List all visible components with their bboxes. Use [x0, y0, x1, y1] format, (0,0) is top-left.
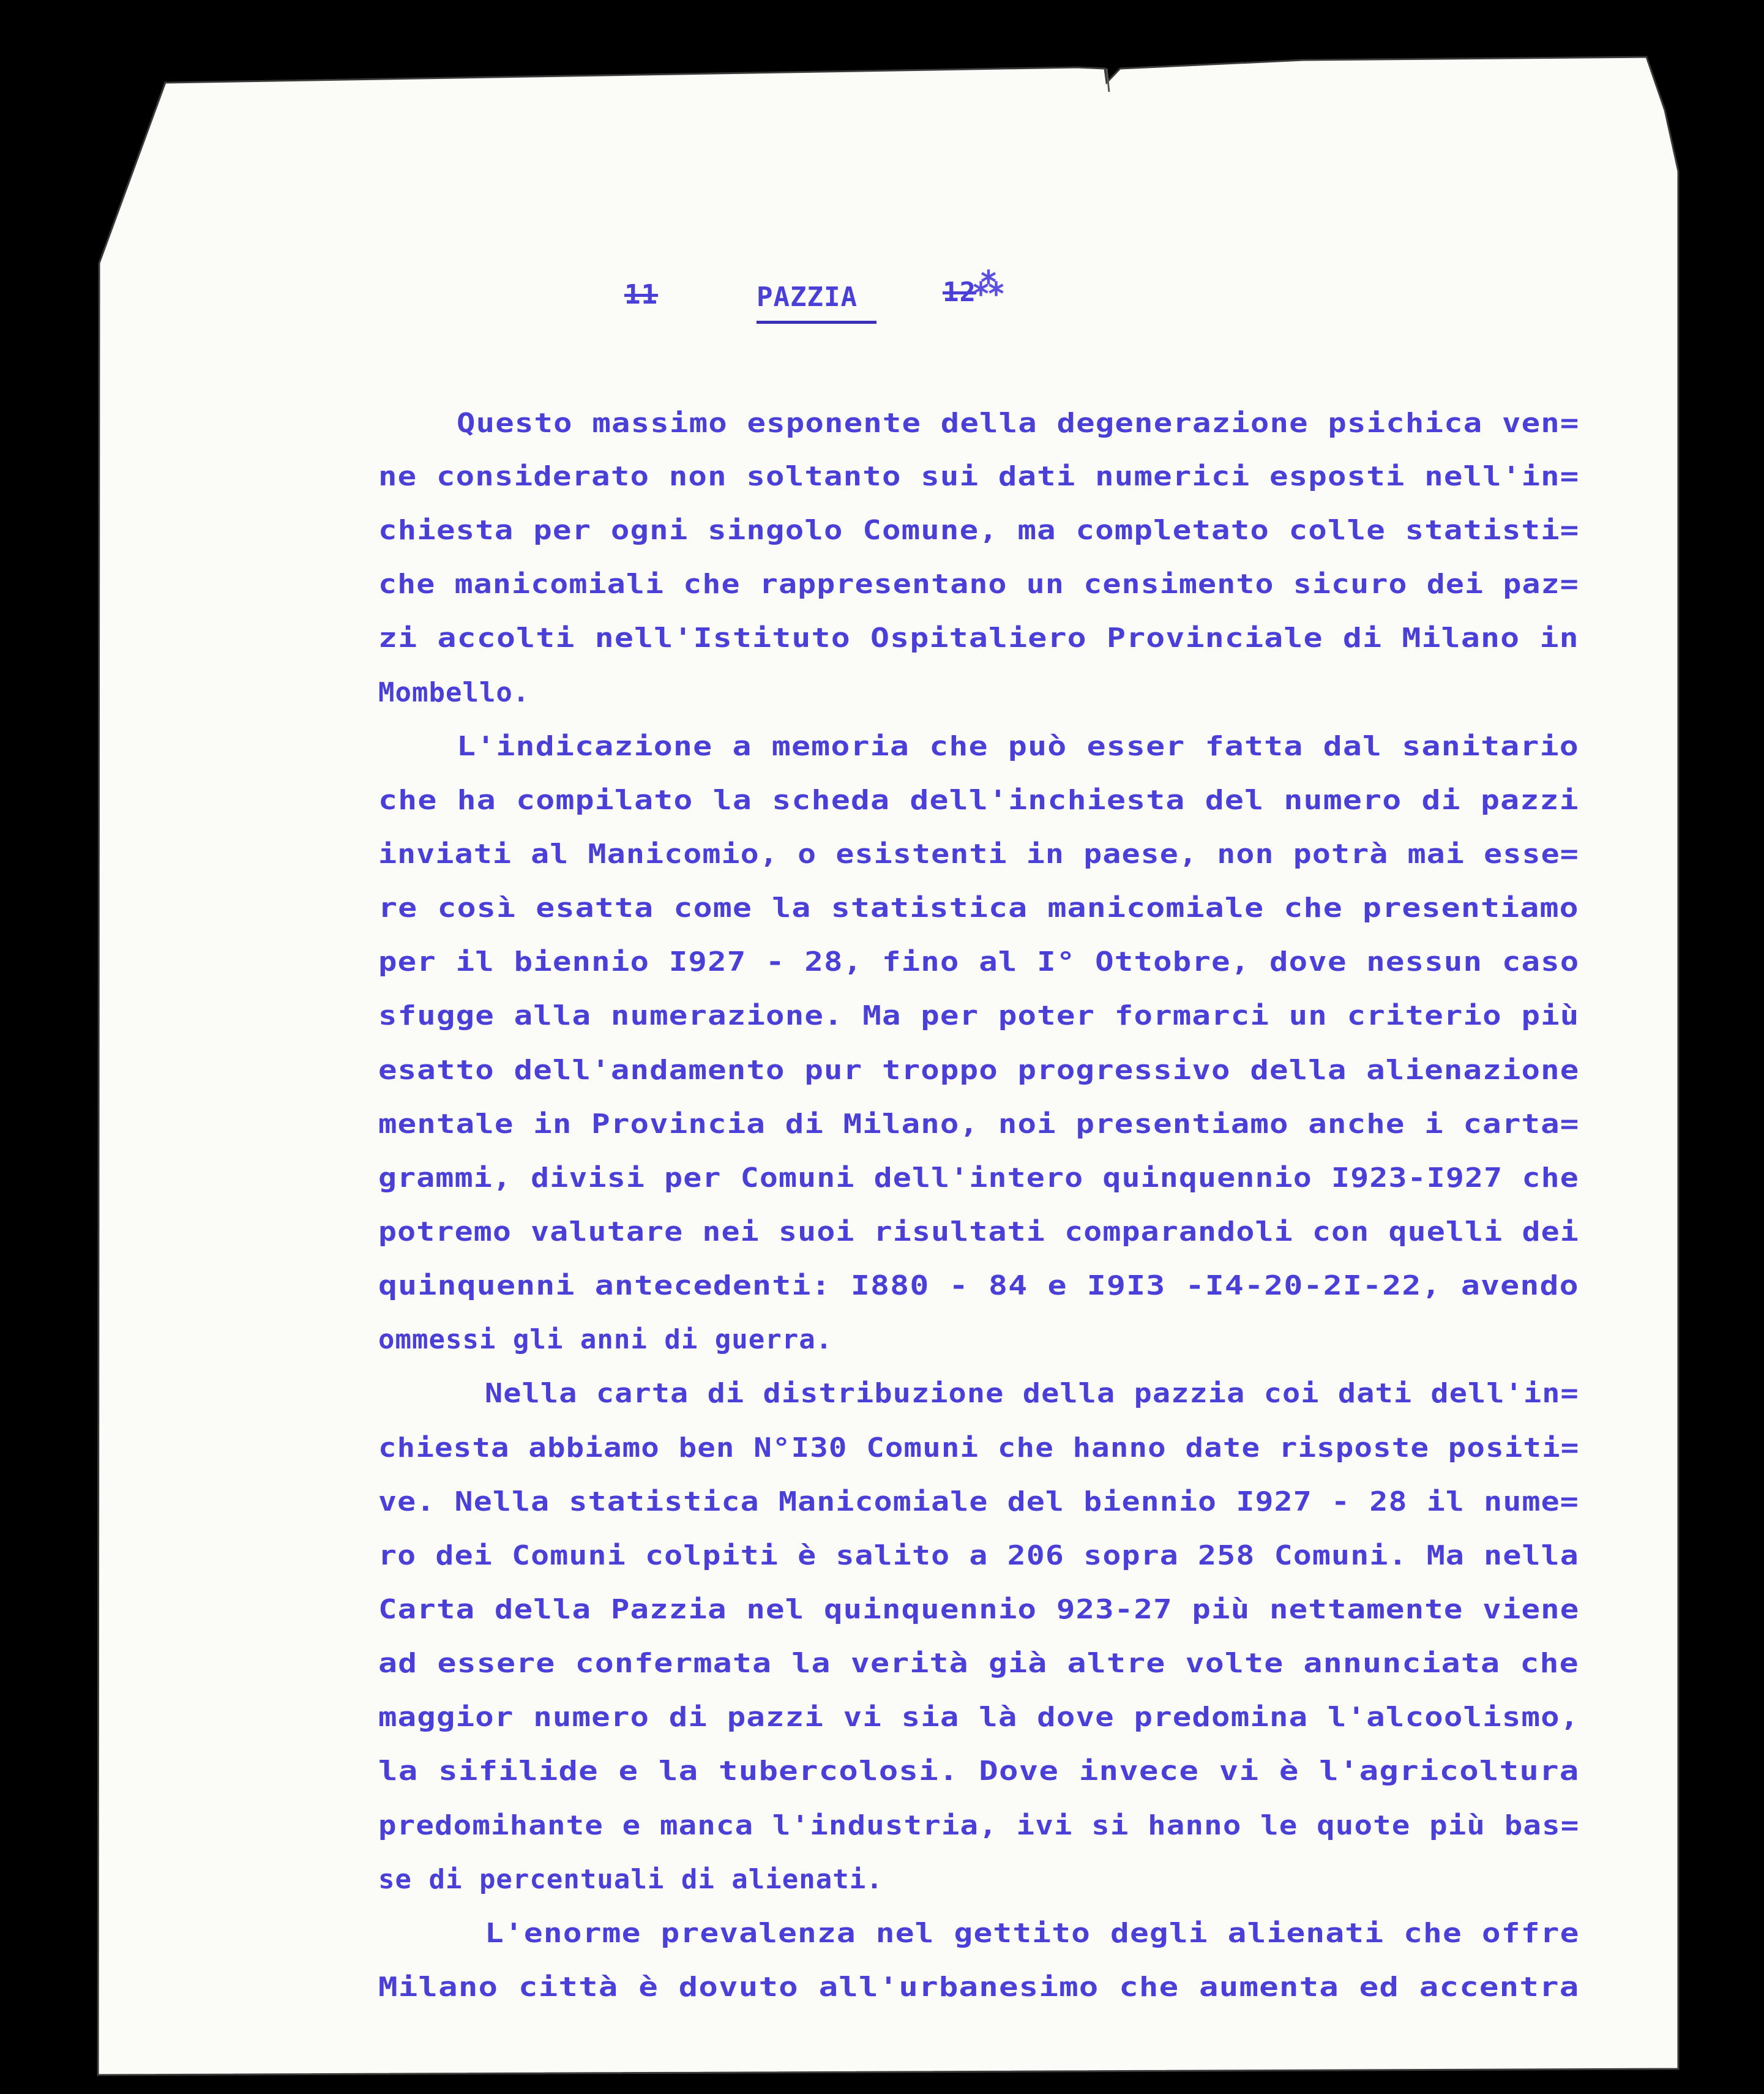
text-line: ro dei Comuni colpiti è salito a 206 sopra 258 Comuni. Ma nella — [378, 1540, 1579, 1571]
text-line: che ha compilato la scheda dell'inchiesta del numero di pazzi — [378, 785, 1579, 816]
text-line: ne considerato non soltanto sui dati numerici esposti nell'in= — [378, 461, 1580, 492]
title-underline — [757, 321, 876, 324]
text-line: quinquenni antecedenti: I880 - 84 e I9I3 -I4-20-2I-22, avendo — [378, 1270, 1579, 1301]
text-line: chiesta abbiamo ben N°I30 Comuni che hanno date risposte positi= — [378, 1432, 1580, 1464]
page-title: PAZZIA — [757, 282, 858, 313]
text-line: per il biennio I927 - 28, fino al I° Ottobre, dove nessun caso — [378, 946, 1580, 978]
text-line: Mombello. — [378, 677, 530, 708]
text-line: maggior numero di pazzi vi sia là dove predomina l'alcoolismo, — [378, 1702, 1580, 1733]
text-line: L'indicazione a memoria che può esser fatta dal sanitario — [457, 731, 1579, 762]
text-line: chiesta per ogni singolo Comune, ma completato colle statisti= — [378, 515, 1580, 546]
text-line: la sifilide e la tubercolosi. Dove invece vi è l'agricoltura — [378, 1756, 1580, 1787]
text-line: ad essere confermata la verità già altre volte annunciata che — [378, 1648, 1579, 1679]
ink-smudge: ⁂ — [973, 267, 1004, 302]
text-line: che manicomiali che rappresentano un censimento sicuro dei paz= — [378, 569, 1579, 600]
text-line: inviati al Manicomio, o esistenti in paese, non potrà mai esse= — [378, 839, 1579, 870]
left-page-number: 11 — [624, 279, 658, 310]
text-line: zi accolti nell'Istituto Ospitaliero Provinciale di Milano in — [378, 623, 1579, 654]
text-line: ve. Nella statistica Manicomiale del biennio I927 - 28 il nume= — [378, 1486, 1579, 1517]
text-line: se di percentuali di alienati. — [378, 1864, 883, 1895]
text-line: Milano città è dovuto all'urbanesimo che aumenta ed accentra — [378, 1972, 1580, 2003]
text-line: esatto dell'andamento pur troppo progressivo della alienazione — [378, 1055, 1580, 1086]
text-line: sfugge alla numerazione. Ma per poter formarci un criterio più — [378, 1000, 1580, 1031]
text-line: Questo massimo esponente della degenerazione psichica ven= — [457, 408, 1580, 439]
text-line: predomihante e manca l'industria, ivi si hanno le quote più bas= — [378, 1810, 1580, 1841]
text-line: potremo valutare nei suoi risultati comparandoli con quelli dei — [378, 1216, 1579, 1247]
text-line: Nella carta di distribuzione della pazzia coi dati dell'in= — [485, 1378, 1579, 1409]
text-line: L'enorme prevalenza nel gettito degli alienati che offre — [485, 1918, 1580, 1949]
text-line: mentale in Provincia di Milano, noi presentiamo anche i carta= — [378, 1109, 1580, 1140]
right-page-number: 12 — [943, 277, 976, 308]
text-line: ommessi gli anni di guerra. — [378, 1324, 833, 1355]
text-line: re così esatta come la statistica manicomiale che presentiamo — [378, 892, 1579, 924]
text-line: grammi, divisi per Comuni dell'intero quinquennio I923-I927 che — [378, 1162, 1579, 1194]
text-line: Carta della Pazzia nel quinquennio 923-27 più nettamente viene — [378, 1594, 1580, 1625]
